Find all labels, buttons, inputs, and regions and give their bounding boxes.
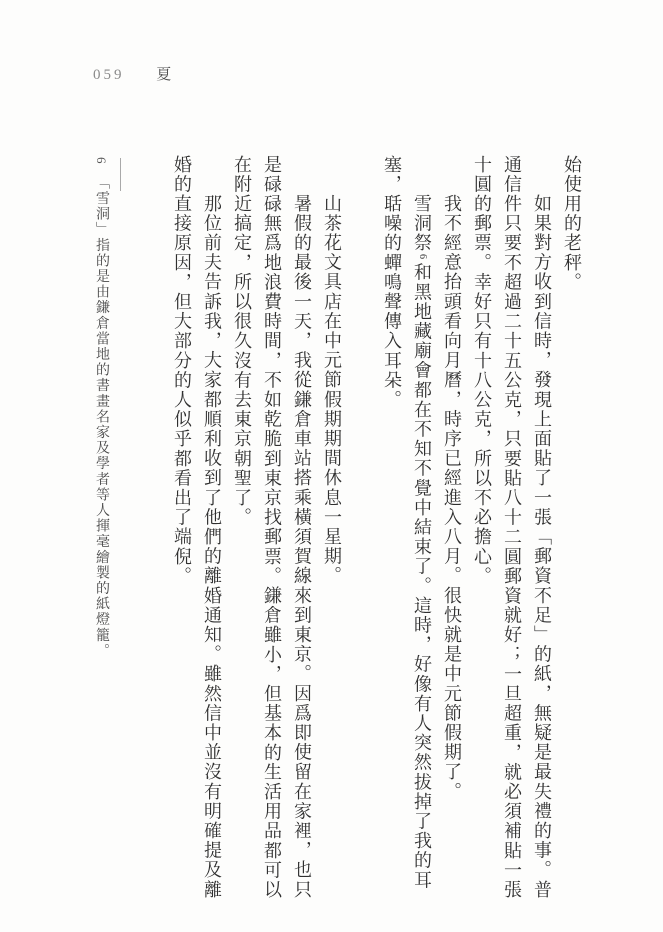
text-column: 暑假的最後一天，我從鎌倉車站搭乘橫須賀線來到東京。因爲即使留在家裡，也只 (292, 194, 312, 900)
text-column: 十圓的郵票。幸好只有十八公克，所以不必擔心。 (472, 155, 492, 587)
running-head (93, 68, 172, 83)
text-segment: 雪洞祭 (412, 194, 432, 253)
footnote-marker: 6 (94, 157, 109, 166)
footnote-column (92, 157, 108, 659)
text-column (412, 155, 431, 890)
chapter-title: 夏 (156, 67, 173, 83)
body-text (161, 155, 581, 932)
text-column: 那位前夫告訴我，大家都順利收到了他們的離婚通知。雖然信中並沒有明確提及離 (202, 194, 222, 900)
footnote (92, 157, 138, 677)
footnote-text: 「雪洞」指的是由鎌倉當地的書畫名家及學者等人揮毫繪製的紙燈籠。 (94, 175, 109, 659)
text-column: 山茶花文具店在中元節假期期間休息一星期。 (322, 194, 342, 586)
text-column: 在附近搞定，所以很久沒有去東京朝聖了。 (232, 155, 252, 528)
text-column: 我不經意抬頭看向月曆，時序已經進入八月。很快就是中元節假期了。 (442, 194, 462, 802)
text-column: 塞，聒噪的蟬鳴聲傳入耳朵。 (382, 155, 402, 410)
text-column: 是碌碌無爲地浪費時間，不如乾脆到東京找郵票。鎌倉雖小，但基本的生活用品都可以 (262, 155, 282, 900)
footnote-rule (120, 158, 121, 191)
text-segment: 和黑地藏廟會都在不知不覺中結束了。這時，好像有人突然拔掉了我的耳 (412, 262, 432, 891)
text-column: 如果對方收到信時，發現上面貼了一張「郵資不足」的紙，無疑是最失禮的事。普 (532, 194, 552, 900)
text-column: 始使用的老秤。 (562, 155, 582, 293)
text-column: 通信件只要不超過二十五公克，只要貼八十二圓郵資就好；一旦超重，就必須補貼一張 (502, 155, 522, 900)
page-number: 059 (93, 67, 125, 83)
text-column: 婚的直接原因，但大部分的人似乎都看出了端倪。 (172, 155, 192, 587)
footnote-ref-mark: 6 (417, 253, 428, 259)
